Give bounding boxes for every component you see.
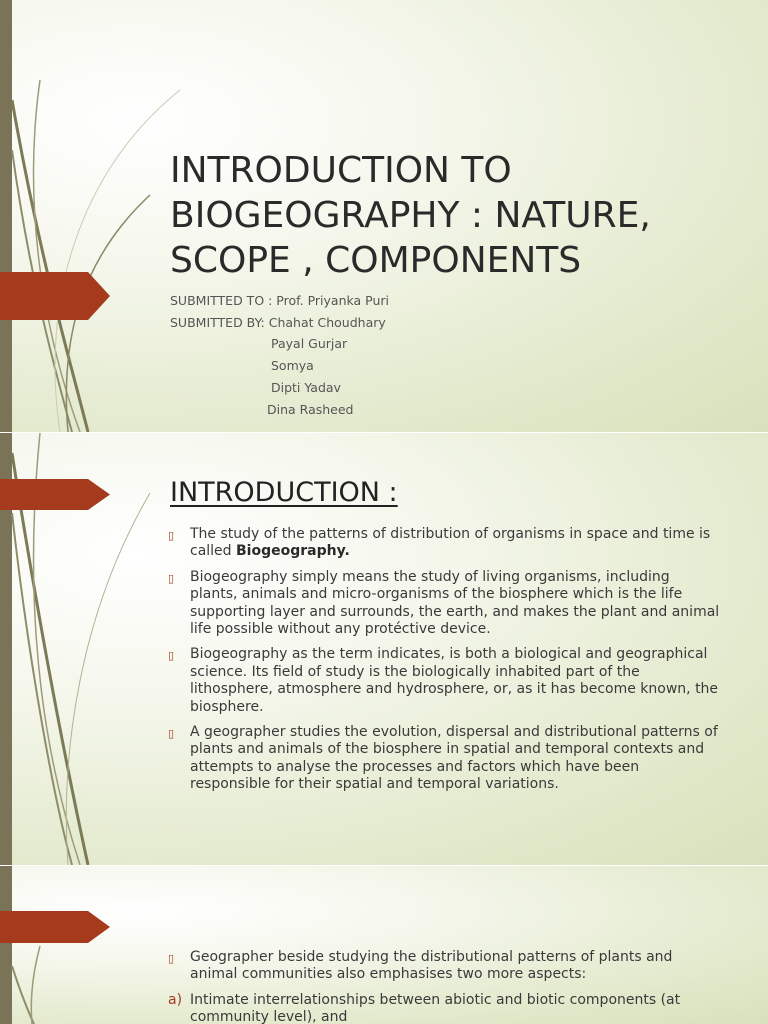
- member-name: Dipti Yadav: [271, 380, 341, 395]
- square-bullet-icon: ▯: [168, 649, 175, 663]
- section-heading: INTRODUCTION :: [170, 477, 398, 508]
- member-name: Somya: [271, 358, 314, 373]
- accent-tab: [0, 479, 110, 510]
- submitted-to: SUBMITTED TO : Prof. Priyanka Puri: [170, 293, 389, 308]
- square-bullet-icon: ▯: [168, 529, 175, 542]
- page-title: INTRODUCTION TO BIOGEOGRAPHY : NATURE, SCOPE , COMPONENTS: [170, 150, 651, 281]
- square-bullet-icon: ▯: [168, 727, 175, 741]
- bullet-list: [168, 949, 720, 1024]
- member-name: Dina Rasheed: [267, 402, 354, 417]
- list-item: ▯ Geographer beside studying the distributional patterns of plants and animal communities also emphasises two more aspects:: [168, 949, 673, 983]
- square-bullet-icon: ▯: [168, 952, 175, 965]
- slide-2: [0, 433, 768, 865]
- list-item: ▯ The study of the patterns of distribution of organisms in space and time is called Biogeography.: [168, 526, 711, 560]
- slide-1: [0, 0, 768, 432]
- list-item: ▯ A geographer studies the evolution, dispersal and distributional patterns of plants and animals of the biosphere in spatial and temporal contexts and attempts to analyse the processes and factors which have been responsible for their spatial and temporal variations.: [168, 724, 718, 793]
- accent-tab: [0, 272, 110, 320]
- submitted-by: SUBMITTED BY: Chahat Choudhary: [170, 315, 386, 330]
- list-item: ▯ Biogeography simply means the study of living organisms, including plants, animals and micro-organisms of the biosphere which is the life supporting layer and surrounds, the earth, and makes the plant and animal life possible without any protéctive device.: [168, 568, 720, 638]
- list-item: ▯ Biogeography as the term indicates, is both a biological and geographical science. Its field of study is the biologically inhabited part of the lithosphere, atmosphere and hydrosphere, or, as it has become known, the biosphere.: [168, 646, 719, 715]
- member-name: Payal Gurjar: [271, 336, 348, 351]
- bullet-list: [168, 526, 720, 802]
- slide-3: [0, 866, 768, 1024]
- accent-tab: [0, 911, 110, 943]
- list-marker: a): [168, 991, 183, 1008]
- list-item: a) Intimate interrelationships between abiotic and biotic components (at community level), and: [168, 991, 681, 1024]
- square-bullet-icon: ▯: [168, 571, 175, 585]
